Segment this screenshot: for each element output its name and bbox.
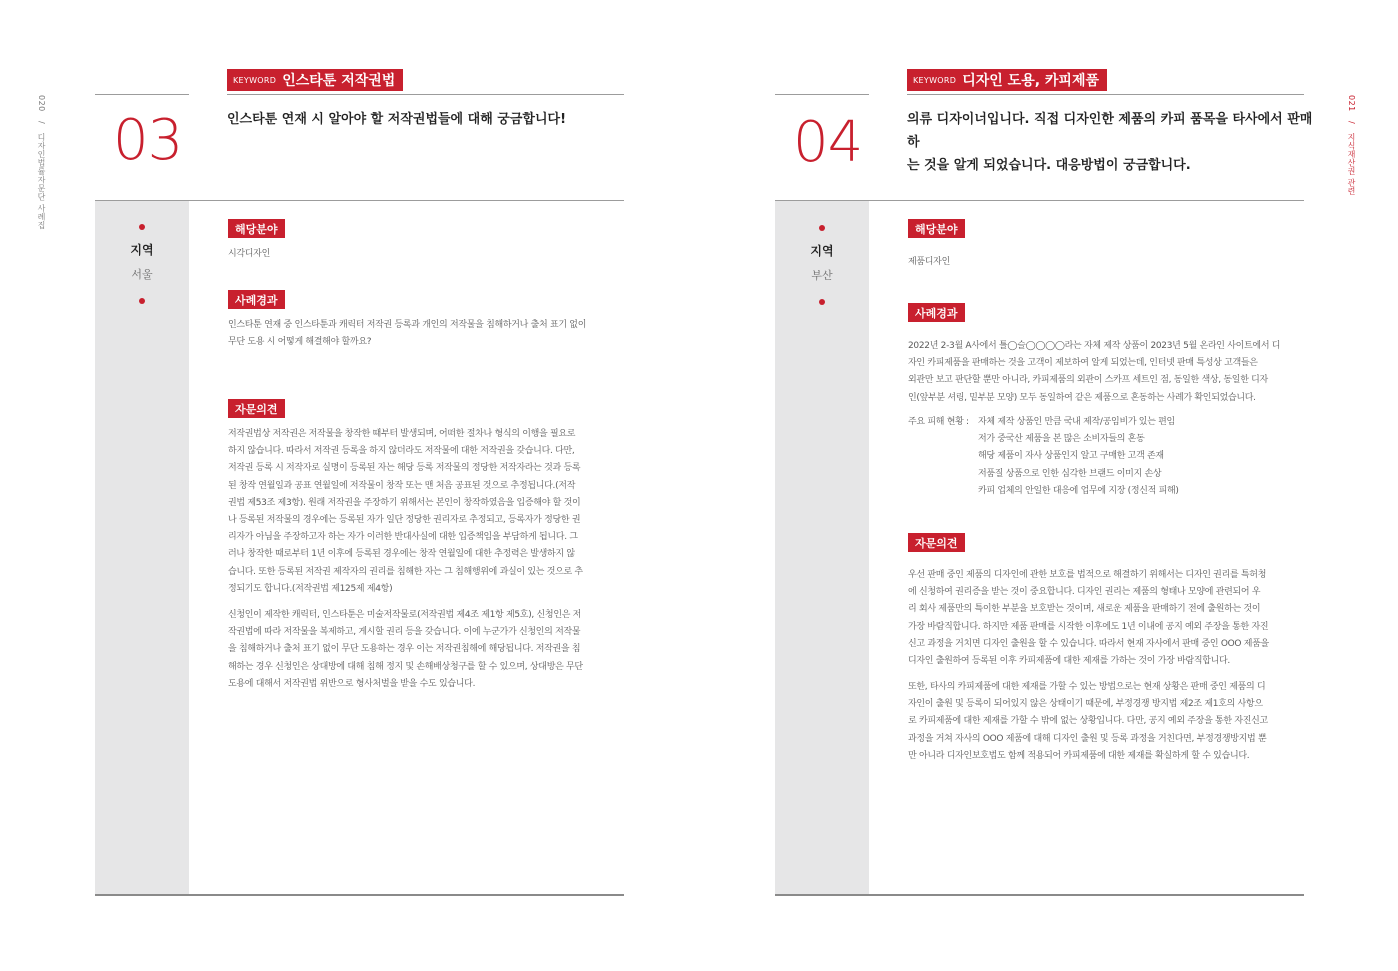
result-label: 사례경과 <box>228 290 285 309</box>
harm-item: 카피 업체의 안일한 대응에 업무에 지장 (정신적 피해) <box>978 485 1179 496</box>
keyword-tag: KEYWORD <box>233 75 277 85</box>
text-line: 외관만 보고 판단할 뿐만 아니라, 카피제품의 외관이 스카프 세트인 점, 동일한 색상, 동일한 디자 <box>908 375 1268 386</box>
text-line: 에 신청하여 권리증을 받는 것이 중요합니다. 디자인 권리는 제품의 형태나 모양에 관련되어 우 <box>908 587 1261 598</box>
text-line: 리자가 아님을 주장하고자 하는 자가 이러한 반대사실에 대한 입증책임을 부담하게 됩니다. 그 <box>228 532 578 543</box>
question-line: 는 것을 알게 되었습니다. 대응방법이 궁금합니다. <box>907 158 1191 173</box>
section-title: 지식재산권 관련 <box>1347 133 1356 196</box>
text-line: 로 카피제품에 대한 제재를 가할 수 밖에 없는 상황입니다. 다만, 공지 예외 주장을 통한 자진신고 <box>908 716 1268 727</box>
section-title: 디자인법률자문단 사례집 <box>37 133 46 230</box>
text-line: 신고 과정을 거치면 디자인 출원을 할 수 있습니다. 따라서 현재 자사에서 판매 중인 OOO 제품을 <box>908 638 1269 649</box>
divider <box>907 94 1304 95</box>
text-line: 하지 않습니다. 따라서 저작권 등록을 하지 않더라도 저작물에 대한 저작권을 갖습니다. 다만, <box>228 446 575 457</box>
keyword-badge <box>227 69 403 91</box>
harm-label: 주요 피해 현황 : <box>908 417 969 427</box>
text-line: 자인 카피제품을 판매하는 것을 고객이 제보하여 알게 되었는데, 인터넷 판매 특성상 고객들은 <box>908 358 1258 369</box>
text-line: 된 창작 연월일과 공표 연월일에 저작물이 창작 또는 맨 처음 공표된 것으로 추정됩니다.(저작 <box>228 480 576 491</box>
text-line: 작권법에 따라 저작물을 복제하고, 게시할 권리 등을 갖습니다. 이에 누군가가 신청인의 저작물 <box>228 627 581 638</box>
field-value: 제품디자인 <box>908 257 950 267</box>
text-line: 자인이 출원 및 등록이 되어있지 않은 상태이기 때문에, 부정경쟁 방지법 제2조 제1호의 사항으 <box>908 699 1263 710</box>
keyword-title: 인스타툰 저작권법 <box>282 73 396 89</box>
divider <box>95 94 189 95</box>
text-line: 만 아니라 디자인보호법도 함께 적용되어 카피제품에 대한 제재를 확실하게 할 수 있습니다. <box>908 750 1250 761</box>
region-value: 서울 <box>131 268 153 281</box>
keyword-tag: KEYWORD <box>913 75 957 85</box>
text-line: 신청인이 제작한 캐릭터, 인스타툰은 미술저작물로(저작권법 제4조 제1항 제5호), 신청인은 저 <box>228 610 582 620</box>
page-side-label <box>1346 95 1357 196</box>
separator: / <box>37 120 46 125</box>
case-sidebar <box>95 201 189 895</box>
region-title: 지역 <box>810 244 834 258</box>
text-line: 인(앞부분 셔링, 밑부분 모양) 모두 동일하여 같은 제품으로 혼동하는 사례가 확인되었습니다. <box>908 392 1256 403</box>
text-line: 습니다. 또한 등록된 저작권 제작자의 권리를 침해한 자는 그 침해행위에 과실이 있는 것으로 추 <box>228 566 583 577</box>
case-question <box>907 108 1317 177</box>
text-line: 우선 판매 중인 제품의 디자인에 관한 보호를 법적으로 해결하기 위해서는 디자인 권리를 특허청 <box>908 570 1267 580</box>
divider <box>775 200 1304 201</box>
text-line: 러나 창작한 때로부터 1년 이후에 등록된 경우에는 창작 연월일에 대한 추정력은 발생하지 않 <box>228 549 575 560</box>
text-line: 2022년 2-3월 A사에서 틀◯슬◯◯◯◯라는 자체 제작 상품이 2023년 5월 온라인 사이트에서 디 <box>908 341 1281 351</box>
text-line: 저작권법상 저작권은 저작물을 창작한 때부터 발생되며, 어떠한 절차나 형식의 이행을 필요로 <box>228 429 576 439</box>
harm-list <box>908 414 1308 500</box>
opinion-paragraph-2 <box>228 607 628 693</box>
text-line: 해하는 경우 신청인은 상대방에 대해 침해 정지 및 손해배상청구를 할 수 있으며, 상대방은 무단 <box>228 661 583 672</box>
keyword-badge <box>907 69 1107 91</box>
result-text <box>908 338 1308 407</box>
text-line: 을 침해하거나 출처 표기 없이 무단 도용하는 경우 이는 저작권침해에 해당됩니다. 저작권을 침 <box>228 644 581 655</box>
case-number: 03 <box>113 108 183 173</box>
dot-marker <box>819 299 825 305</box>
harm-item: 해당 제품이 자사 상품인지 알고 구매한 고객 존재 <box>978 451 1164 462</box>
dot-marker <box>139 298 145 304</box>
divider <box>775 94 869 95</box>
case-sidebar <box>775 201 869 895</box>
opinion-paragraph-1 <box>228 426 628 598</box>
text-line: 무단 도용 시 어떻게 해결해야 할까요? <box>228 337 372 348</box>
text-line: 또한, 타사의 카피제품에 대한 제재를 가할 수 있는 방법으로는 현재 상황은 판매 중인 제품의 디 <box>908 682 1266 692</box>
harm-item: 자체 제작 상품인 만큼 국내 제작/공임비가 있는 편임 <box>978 417 1175 427</box>
page-number: 021 <box>1347 95 1356 112</box>
text-line: 디자인 출원하여 등록된 이후 카피제품에 대한 제재를 가하는 것이 가장 바람직합니다. <box>908 656 1230 667</box>
separator: / <box>1347 120 1356 125</box>
divider <box>775 894 1304 896</box>
case-number: 04 <box>793 110 863 175</box>
text-line: 가장 바람직합니다. 하지만 제품 판매를 시작한 이후에도 1년 이내에 공지 예외 주장을 통한 자진 <box>908 621 1269 632</box>
result-label: 사례경과 <box>908 303 965 322</box>
question-line: 의류 디자이너입니다. 직접 디자인한 제품의 카피 품목을 타사에서 판매하 <box>907 112 1313 150</box>
opinion-paragraph-1 <box>908 567 1308 670</box>
region-value: 부산 <box>811 269 833 282</box>
divider <box>227 94 624 95</box>
dot-marker <box>139 224 145 230</box>
text-line: 도용에 대해서 저작권법 위반으로 형사처벌을 받을 수도 있습니다. <box>228 678 476 689</box>
page-number: 020 <box>37 95 46 112</box>
divider <box>95 200 624 201</box>
region-title: 지역 <box>130 243 154 257</box>
opinion-label: 자문의견 <box>228 399 285 418</box>
keyword-title: 디자인 도용, 카피제품 <box>962 73 1100 89</box>
text-line: 권법 제53조 제3항). 원래 저작권을 주장하기 위해서는 본인이 창작하였음을 입증해야 할 것이 <box>228 497 581 508</box>
dot-marker <box>819 225 825 231</box>
text-line: 리 회사 제품만의 특이한 부분을 보호받는 것이며, 새로운 제품을 판매하기 전에 출원하는 것이 <box>908 604 1261 615</box>
case-question: 인스타툰 연재 시 알아야 할 저작권법들에 대해 궁금합니다! <box>227 112 567 127</box>
field-value: 시각디자인 <box>228 249 270 259</box>
field-label: 해당분야 <box>228 219 285 238</box>
opinion-paragraph-2 <box>908 679 1308 765</box>
text-line: 인스타툰 연재 중 인스타툰과 캐릭터 저작권 등록과 개인의 저작물을 침해하거나 출처 표기 없이 <box>228 320 587 330</box>
opinion-label: 자문의견 <box>908 533 965 552</box>
text-line: 정되기도 합니다.(저작권법 제125제 제4항) <box>228 583 393 594</box>
text-line: 나 등록된 저작물의 경우에는 등록된 자가 일단 정당한 권리자로 추정되고, 등록자가 정당한 권 <box>228 515 581 526</box>
field-label: 해당분야 <box>908 219 965 238</box>
result-text <box>228 317 628 351</box>
harm-item: 저품질 상품으로 인한 심각한 브랜드 이미지 손상 <box>978 468 1162 479</box>
divider <box>95 894 624 896</box>
text-line: 과정을 거쳐 자사의 OOO 제품에 대해 디자인 출원 및 등록 과정을 거친다면, 부정경쟁방지법 뿐 <box>908 733 1267 744</box>
harm-item: 저가 중국산 제품을 본 많은 소비자들의 혼동 <box>978 434 1145 445</box>
page-side-label <box>36 95 47 230</box>
text-line: 저작권 등록 시 저작자로 실명이 등록된 자는 해당 등록 저작물의 정당한 저작자라는 것과 등록 <box>228 463 581 474</box>
